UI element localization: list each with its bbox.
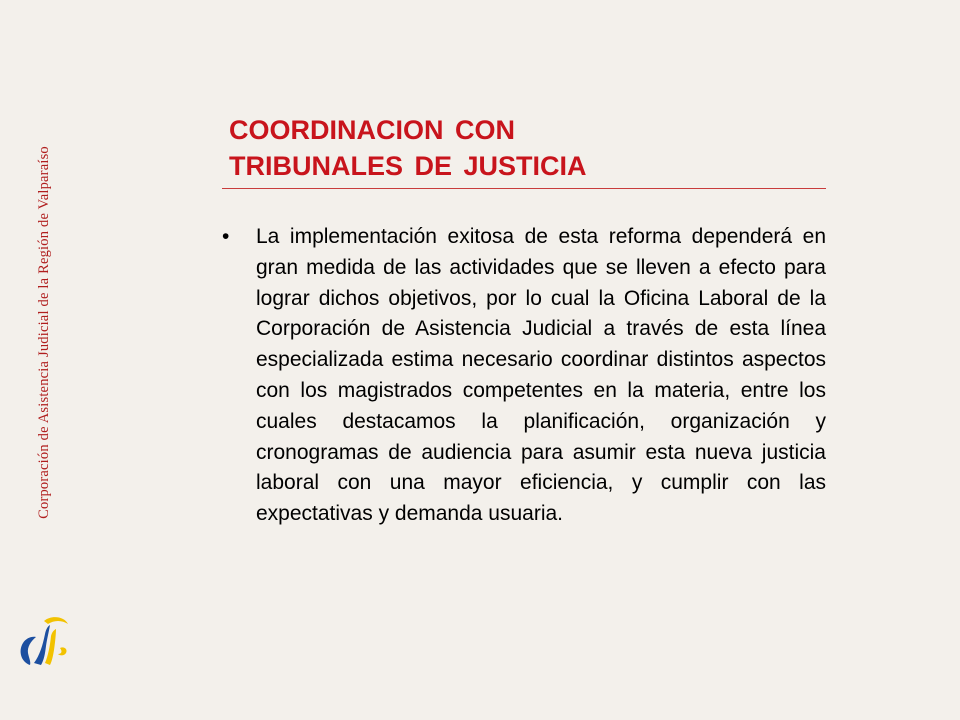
bullet-paragraph: La implementación exitosa de esta reforma dependerá en gran medida de las actividades que se lleven a efecto para lograr dichos objetivos, por lo cual la Oficina Laboral de la Corporación de Asistencia Judicial a través de esta línea especializada estima necesario coordinar distintos aspectos con los magistrados competentes en la materia, entre los cuales destacamos la planificación, organización y cronogramas de audiencia para asumir esta nueva justicia laboral con una mayor eficiencia, y cumplir con las expectativas y demanda usuaria. xyxy=(256,225,826,526)
cajv-logo-icon xyxy=(14,612,76,668)
slide-title-line-1: COORDINACION CON xyxy=(229,115,515,145)
logo-blue-swoosh xyxy=(21,637,36,665)
logo-yellow-arc xyxy=(44,617,68,624)
slide-title-line-2: TRIBUNALES DE JUSTICIA xyxy=(229,151,587,181)
vertical-caption xyxy=(33,82,55,582)
bullet-dot-icon: • xyxy=(222,225,230,248)
bullet-item xyxy=(222,222,826,530)
logo-yellow-tail xyxy=(58,647,67,655)
slide-title xyxy=(229,112,587,184)
title-divider xyxy=(222,188,826,189)
organization-name: Corporación de Asistencia Judicial de la Región de Valparaíso xyxy=(35,145,52,519)
logo-graphic xyxy=(14,612,76,668)
